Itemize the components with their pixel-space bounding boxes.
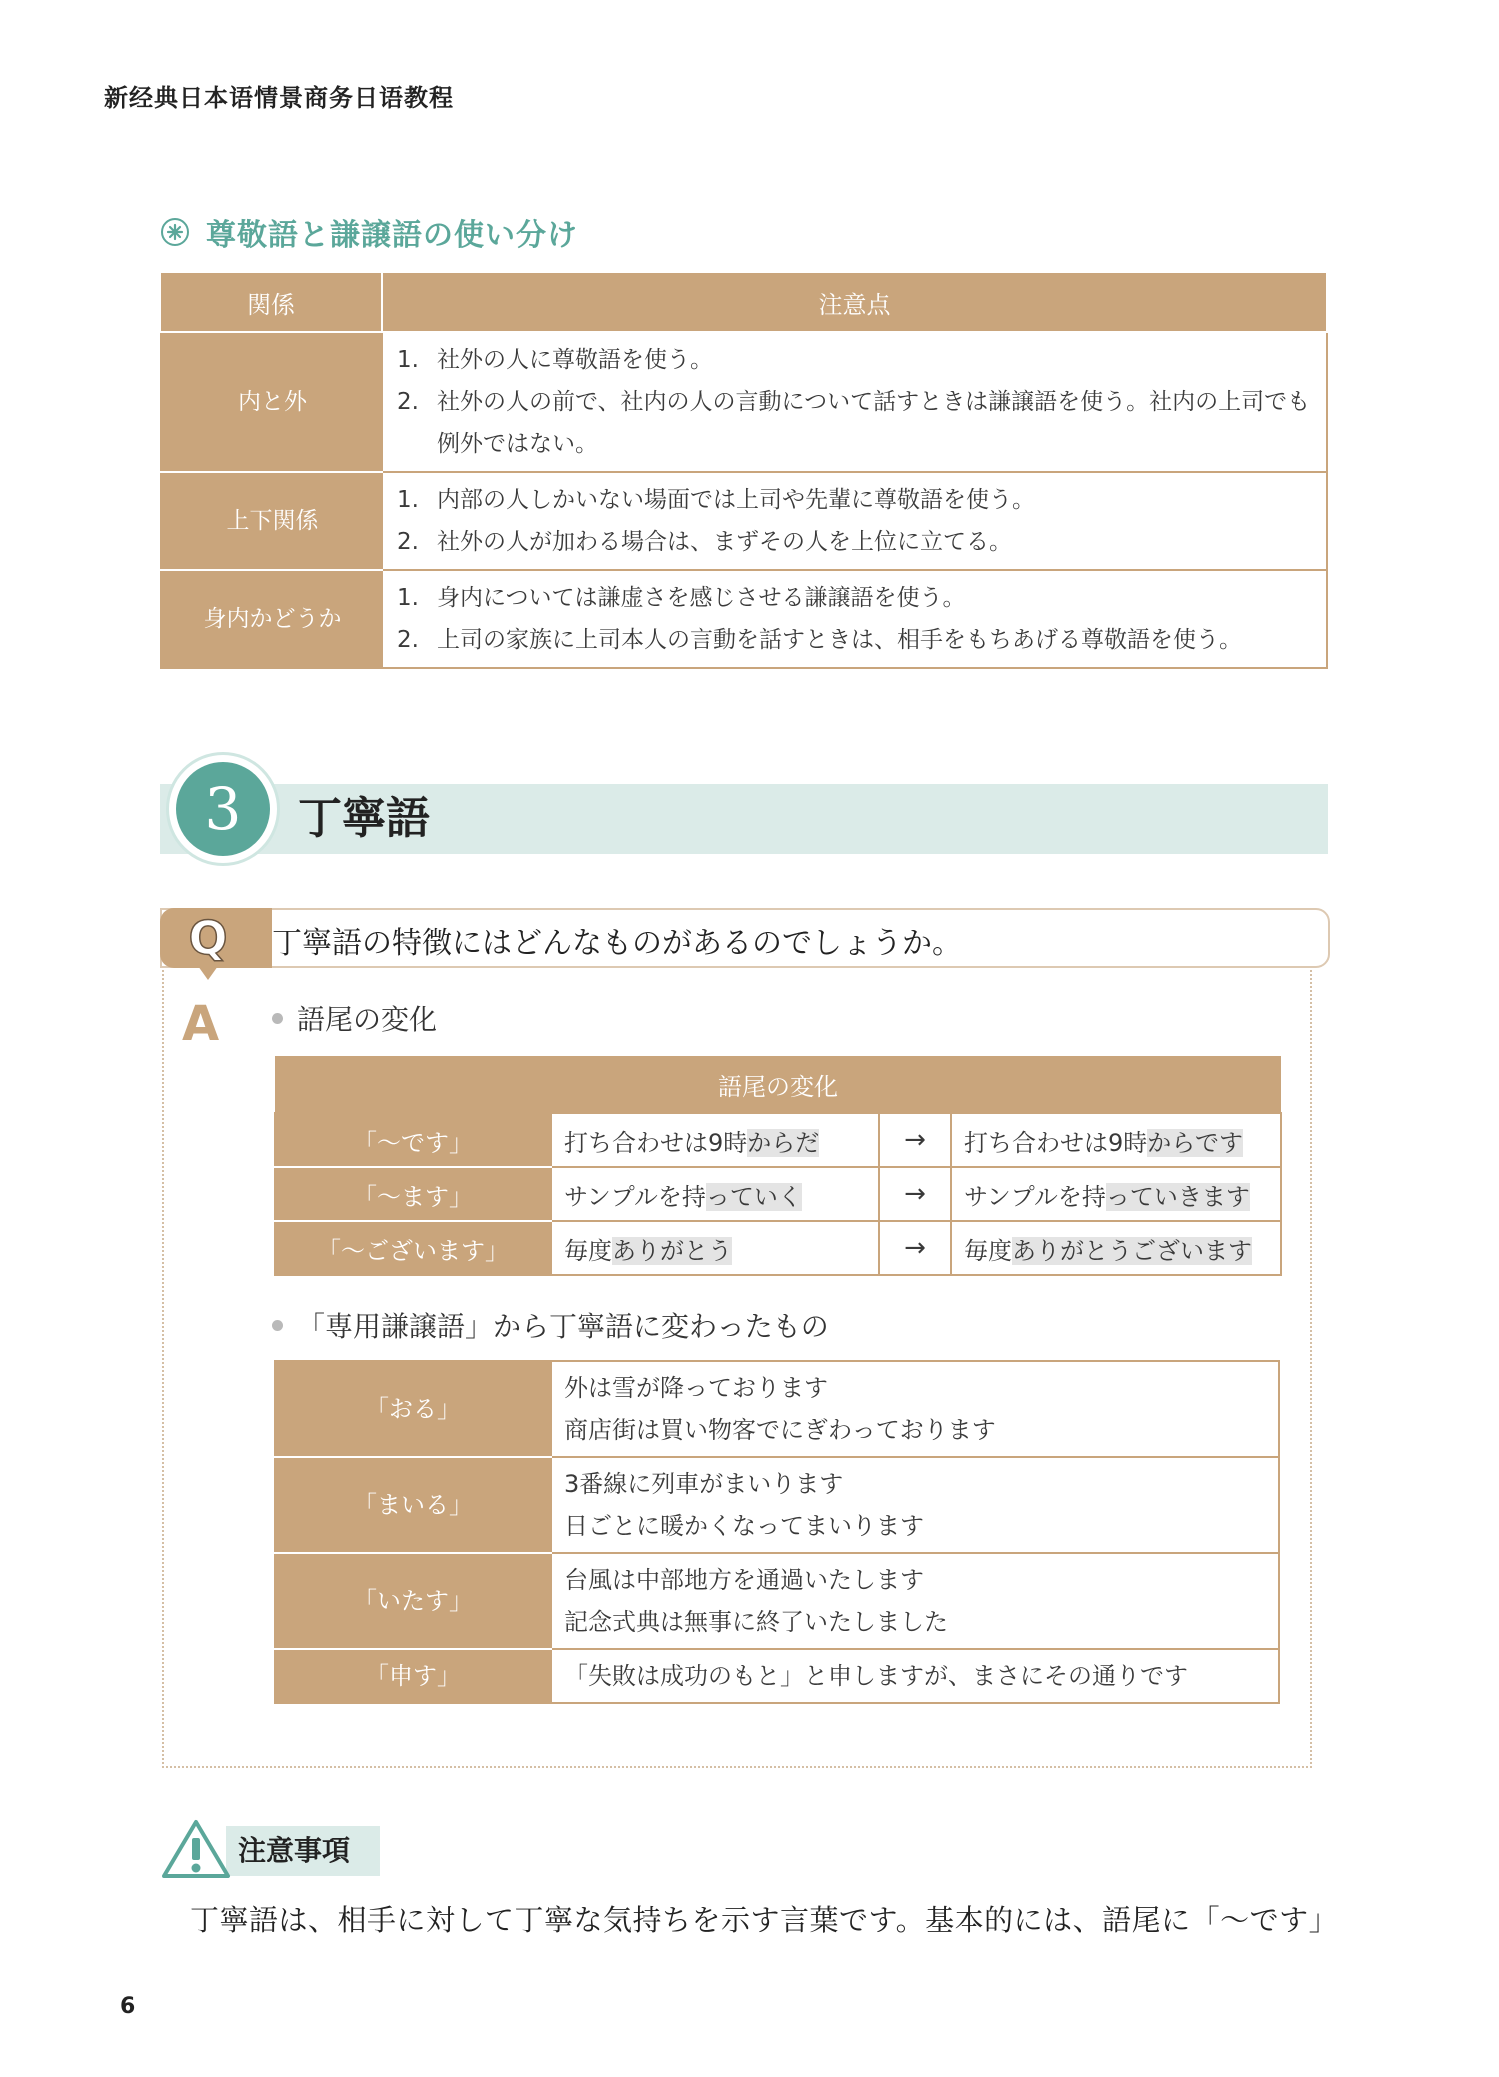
before-cell: サンプルを持っていく (551, 1167, 879, 1221)
flower-bullet-icon (160, 217, 190, 247)
table-row (275, 1361, 1279, 1457)
section1-heading (160, 210, 578, 254)
after-cell: 打ち合わせは9時からです (951, 1113, 1281, 1167)
caution-label: 注意事項 (226, 1826, 380, 1876)
table-row (275, 1649, 1279, 1703)
table-row (275, 1553, 1279, 1649)
warning-triangle-icon (160, 1818, 232, 1880)
q-letter: Q (188, 911, 228, 965)
table2-header: 語尾の変化 (275, 1056, 1281, 1113)
question-tail (198, 966, 218, 980)
page-number: 6 (120, 1994, 136, 2019)
example-cell: 台風は中部地方を通過いたします 記念式典は無事に終了いたしました (551, 1553, 1279, 1649)
table-row (275, 1167, 1281, 1221)
table-row (161, 332, 1327, 472)
list-item: 2. 社外の人が加わる場合は、まずその人を上位に立てる。 (397, 529, 1012, 555)
section1-title: 尊敬語と謙譲語の使い分け (206, 218, 578, 253)
row-label: 「～ます」 (275, 1167, 551, 1221)
bullet-senyo-kenjogo (272, 1305, 829, 1345)
bullet-gobi-henka (272, 998, 437, 1038)
section3-title: 丁寧語 (298, 793, 430, 844)
row-notes (382, 472, 1327, 570)
after-cell: 毎度ありがとうございます (951, 1221, 1281, 1275)
a-letter: A (182, 996, 220, 1052)
table-row (161, 570, 1327, 668)
list-item: 1. 内部の人しかいない場面では上司や先輩に尊敬語を使う。 (397, 487, 1035, 513)
caution-text: 丁寧語は、相手に対して丁寧な気持ちを示す言葉です。基本的には、語尾に「～です」 (190, 1903, 1339, 1937)
row-notes (382, 570, 1327, 668)
col-header-relation: 関係 (161, 272, 382, 332)
ending-change-table (274, 1056, 1282, 1276)
row-label: 内と外 (161, 332, 382, 472)
example-cell: 「失敗は成功のもと」と申しますが、まさにその通りです (551, 1649, 1279, 1703)
arrow-icon: → (879, 1167, 951, 1221)
list-item: 1. 身内については謙虚さを感じさせる謙譲語を使う。 (397, 585, 966, 611)
row-label: 「～ございます」 (275, 1221, 551, 1275)
bullet-text: 語尾の変化 (297, 1003, 438, 1036)
example-cell: 3番線に列車がまいります 日ごとに暖かくなってまいります (551, 1457, 1279, 1553)
table-row (275, 1221, 1281, 1275)
list-item: 1. 社外の人に尊敬語を使う。 (397, 347, 713, 373)
question-text: 丁寧語の特徴にはどんなものがあるのでしょうか。 (272, 926, 962, 961)
bullet-dot-icon (272, 1320, 283, 1331)
list-item: 2. 上司の家族に上司本人の言動を話すときは、相手をもちあげる尊敬語を使う。 (397, 627, 1242, 653)
row-label: 「おる」 (275, 1361, 551, 1457)
table-row (275, 1113, 1281, 1167)
before-cell: 毎度ありがとう (551, 1221, 879, 1275)
bullet-text: 「専用謙譲語」から丁寧語に変わったもの (297, 1310, 829, 1343)
row-label: 「申す」 (275, 1649, 551, 1703)
arrow-icon: → (879, 1113, 951, 1167)
row-label: 「いたす」 (275, 1553, 551, 1649)
book-title-header: 新经典日本语情景商务日语教程 (104, 84, 454, 112)
arrow-icon: → (879, 1221, 951, 1275)
col-header-notes: 注意点 (382, 272, 1327, 332)
before-cell: 打ち合わせは9時からだ (551, 1113, 879, 1167)
row-label: 上下関係 (161, 472, 382, 570)
after-cell: サンプルを持っていきます (951, 1167, 1281, 1221)
bullet-dot-icon (272, 1013, 283, 1024)
special-kenjogo-table (274, 1360, 1280, 1704)
row-label: 「まいる」 (275, 1457, 551, 1553)
row-label: 「～です」 (275, 1113, 551, 1167)
list-item: 2. 社外の人の前で、社内の人の言動について話すときは謙譲語を使う。社内の上司でも例外ではない。 (397, 389, 1311, 457)
table-row (275, 1457, 1279, 1553)
section-number: 3 (176, 762, 270, 856)
q-letter-icon (178, 908, 238, 968)
row-notes (382, 332, 1327, 472)
keigo-usage-table (160, 271, 1328, 669)
row-label: 身内かどうか (161, 570, 382, 668)
example-cell: 外は雪が降っております 商店街は買い物客でにぎわっております (551, 1361, 1279, 1457)
table-row (161, 472, 1327, 570)
